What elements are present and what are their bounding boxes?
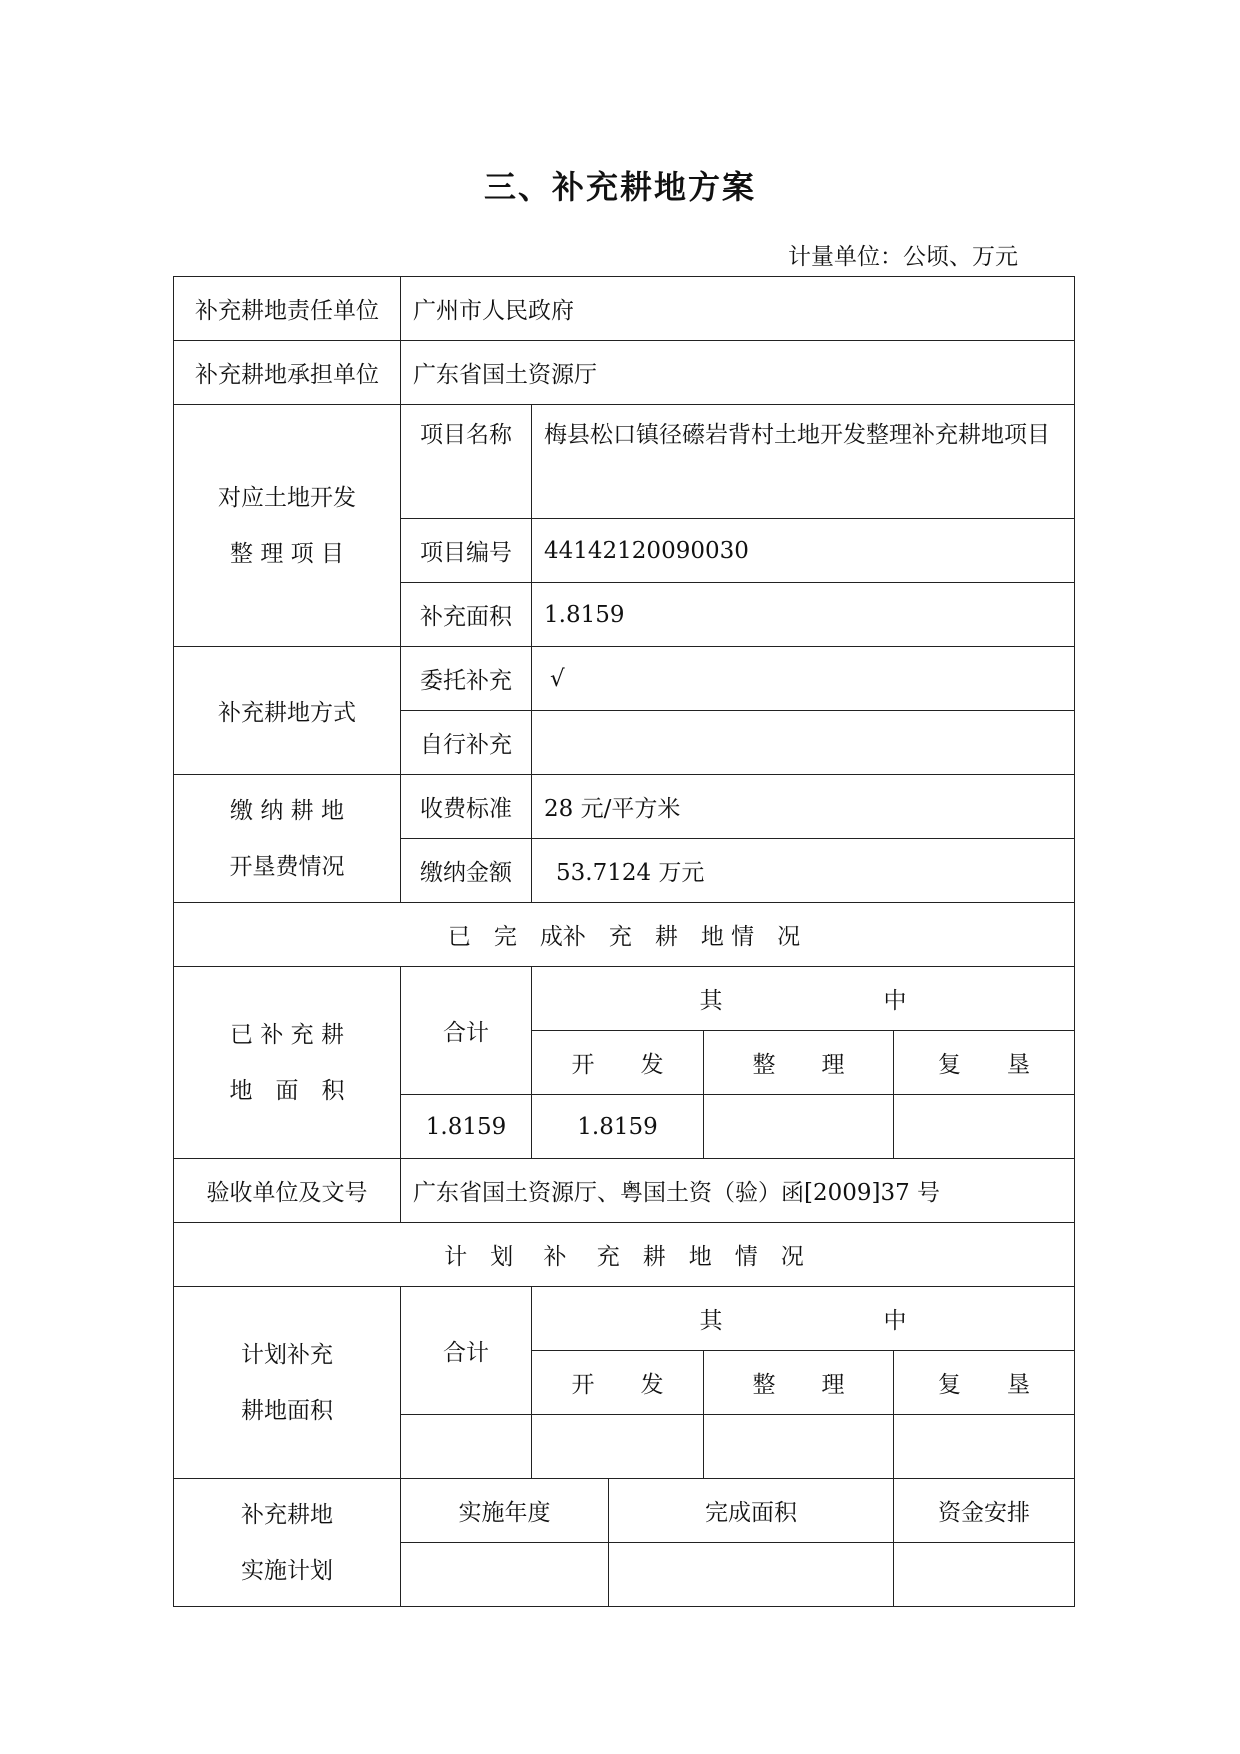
- completed-dev-value: 1.8159: [532, 1095, 704, 1159]
- farmland-supplement-table: [173, 276, 1075, 1607]
- planned-reclaim-label: 复 垦: [894, 1351, 1075, 1415]
- completed-among-row: [174, 967, 1075, 1031]
- planned-reclaim-value: [894, 1415, 1075, 1479]
- completed-dev-label: 开 发: [532, 1031, 704, 1095]
- project-area-label: 补充面积: [401, 583, 532, 647]
- implementation-year-value: [401, 1543, 609, 1607]
- project-label: [174, 405, 401, 647]
- project-label-line1: 对应土地开发: [218, 484, 356, 511]
- planned-label-line2: 耕地面积: [241, 1397, 333, 1424]
- implementation-year-label: 实施年度: [401, 1479, 609, 1543]
- implementation-fund-label: 资金安排: [894, 1479, 1075, 1543]
- implementation-label: [174, 1479, 401, 1607]
- method-label: 补充耕地方式: [174, 647, 401, 775]
- responsible-label: 补充耕地责任单位: [174, 277, 401, 341]
- method-self-label: 自行补充: [401, 711, 532, 775]
- fee-label: [174, 775, 401, 903]
- acceptance-label: 验收单位及文号: [174, 1159, 401, 1223]
- unit-note: 计量单位：公顷、万元: [788, 244, 1018, 270]
- acceptance-value: 广东省国土资源厅、粤国土资（验）函[2009]37 号: [401, 1159, 1075, 1223]
- planned-arrange-value: [704, 1415, 894, 1479]
- method-entrust-check: √: [532, 647, 1075, 711]
- responsible-value: 广州市人民政府: [401, 277, 1075, 341]
- completed-section-row: [174, 903, 1075, 967]
- project-name-value: 梅县松口镇径礤岩背村土地开发整理补充耕地项目: [532, 405, 1075, 519]
- completed-arrange-label: 整 理: [704, 1031, 894, 1095]
- planned-arrange-label: 整 理: [704, 1351, 894, 1415]
- fee-label-line1: 缴 纳 耕 地: [230, 797, 344, 824]
- planned-section-title: 计 划 补 充 耕 地 情 况: [174, 1223, 1075, 1287]
- completed-total-value: 1.8159: [401, 1095, 532, 1159]
- completed-section-title: 已 完 成补 充 耕 地 情 况: [174, 903, 1075, 967]
- planned-label: [174, 1287, 401, 1479]
- fee-standard-label: 收费标准: [401, 775, 532, 839]
- planned-among-label: 其 中: [532, 1287, 1075, 1351]
- planned-total-label: 合计: [401, 1287, 532, 1415]
- completed-reclaim-label: 复 垦: [894, 1031, 1075, 1095]
- completed-arrange-value: [704, 1095, 894, 1159]
- implementation-label-line1: 补充耕地: [241, 1501, 333, 1528]
- planned-dev-value: [532, 1415, 704, 1479]
- completed-label-line2: 地 面 积: [229, 1077, 345, 1104]
- fee-amount-value: 53.7124 万元: [532, 839, 1075, 903]
- method-self-value: [532, 711, 1075, 775]
- planned-dev-label: 开 发: [532, 1351, 704, 1415]
- project-code-label: 项目编号: [401, 519, 532, 583]
- undertaker-row: [174, 341, 1075, 405]
- project-area-value: 1.8159: [532, 583, 1075, 647]
- planned-label-line1: 计划补充: [241, 1341, 333, 1368]
- fee-label-line2: 开垦费情况: [229, 853, 345, 880]
- implementation-area-label: 完成面积: [609, 1479, 894, 1543]
- acceptance-row: [174, 1159, 1075, 1223]
- fee-amount-label: 缴纳金额: [401, 839, 532, 903]
- project-name-label: 项目名称: [401, 405, 532, 519]
- fee-standard-row: [174, 775, 1075, 839]
- planned-section-row: [174, 1223, 1075, 1287]
- undertaker-label: 补充耕地承担单位: [174, 341, 401, 405]
- method-entrust-row: [174, 647, 1075, 711]
- method-entrust-label: 委托补充: [401, 647, 532, 711]
- project-label-line2: 整 理 项 目: [230, 540, 344, 567]
- completed-label-line1: 已 补 充 耕: [230, 1021, 344, 1048]
- implementation-label-line2: 实施计划: [241, 1557, 333, 1584]
- project-name-row: [174, 405, 1075, 519]
- completed-label: [174, 967, 401, 1159]
- implementation-header-row: [174, 1479, 1075, 1543]
- page-title: 三、补充耕地方案: [483, 168, 756, 206]
- fee-standard-value: 28 元/平方米: [532, 775, 1075, 839]
- planned-total-value: [401, 1415, 532, 1479]
- project-code-value: 44142120090030: [532, 519, 1075, 583]
- implementation-area-value: [609, 1543, 894, 1607]
- undertaker-value: 广东省国土资源厅: [401, 341, 1075, 405]
- completed-reclaim-value: [894, 1095, 1075, 1159]
- responsible-row: [174, 277, 1075, 341]
- completed-total-label: 合计: [401, 967, 532, 1095]
- completed-among-label: 其 中: [532, 967, 1075, 1031]
- implementation-fund-value: [894, 1543, 1075, 1607]
- planned-among-row: [174, 1287, 1075, 1351]
